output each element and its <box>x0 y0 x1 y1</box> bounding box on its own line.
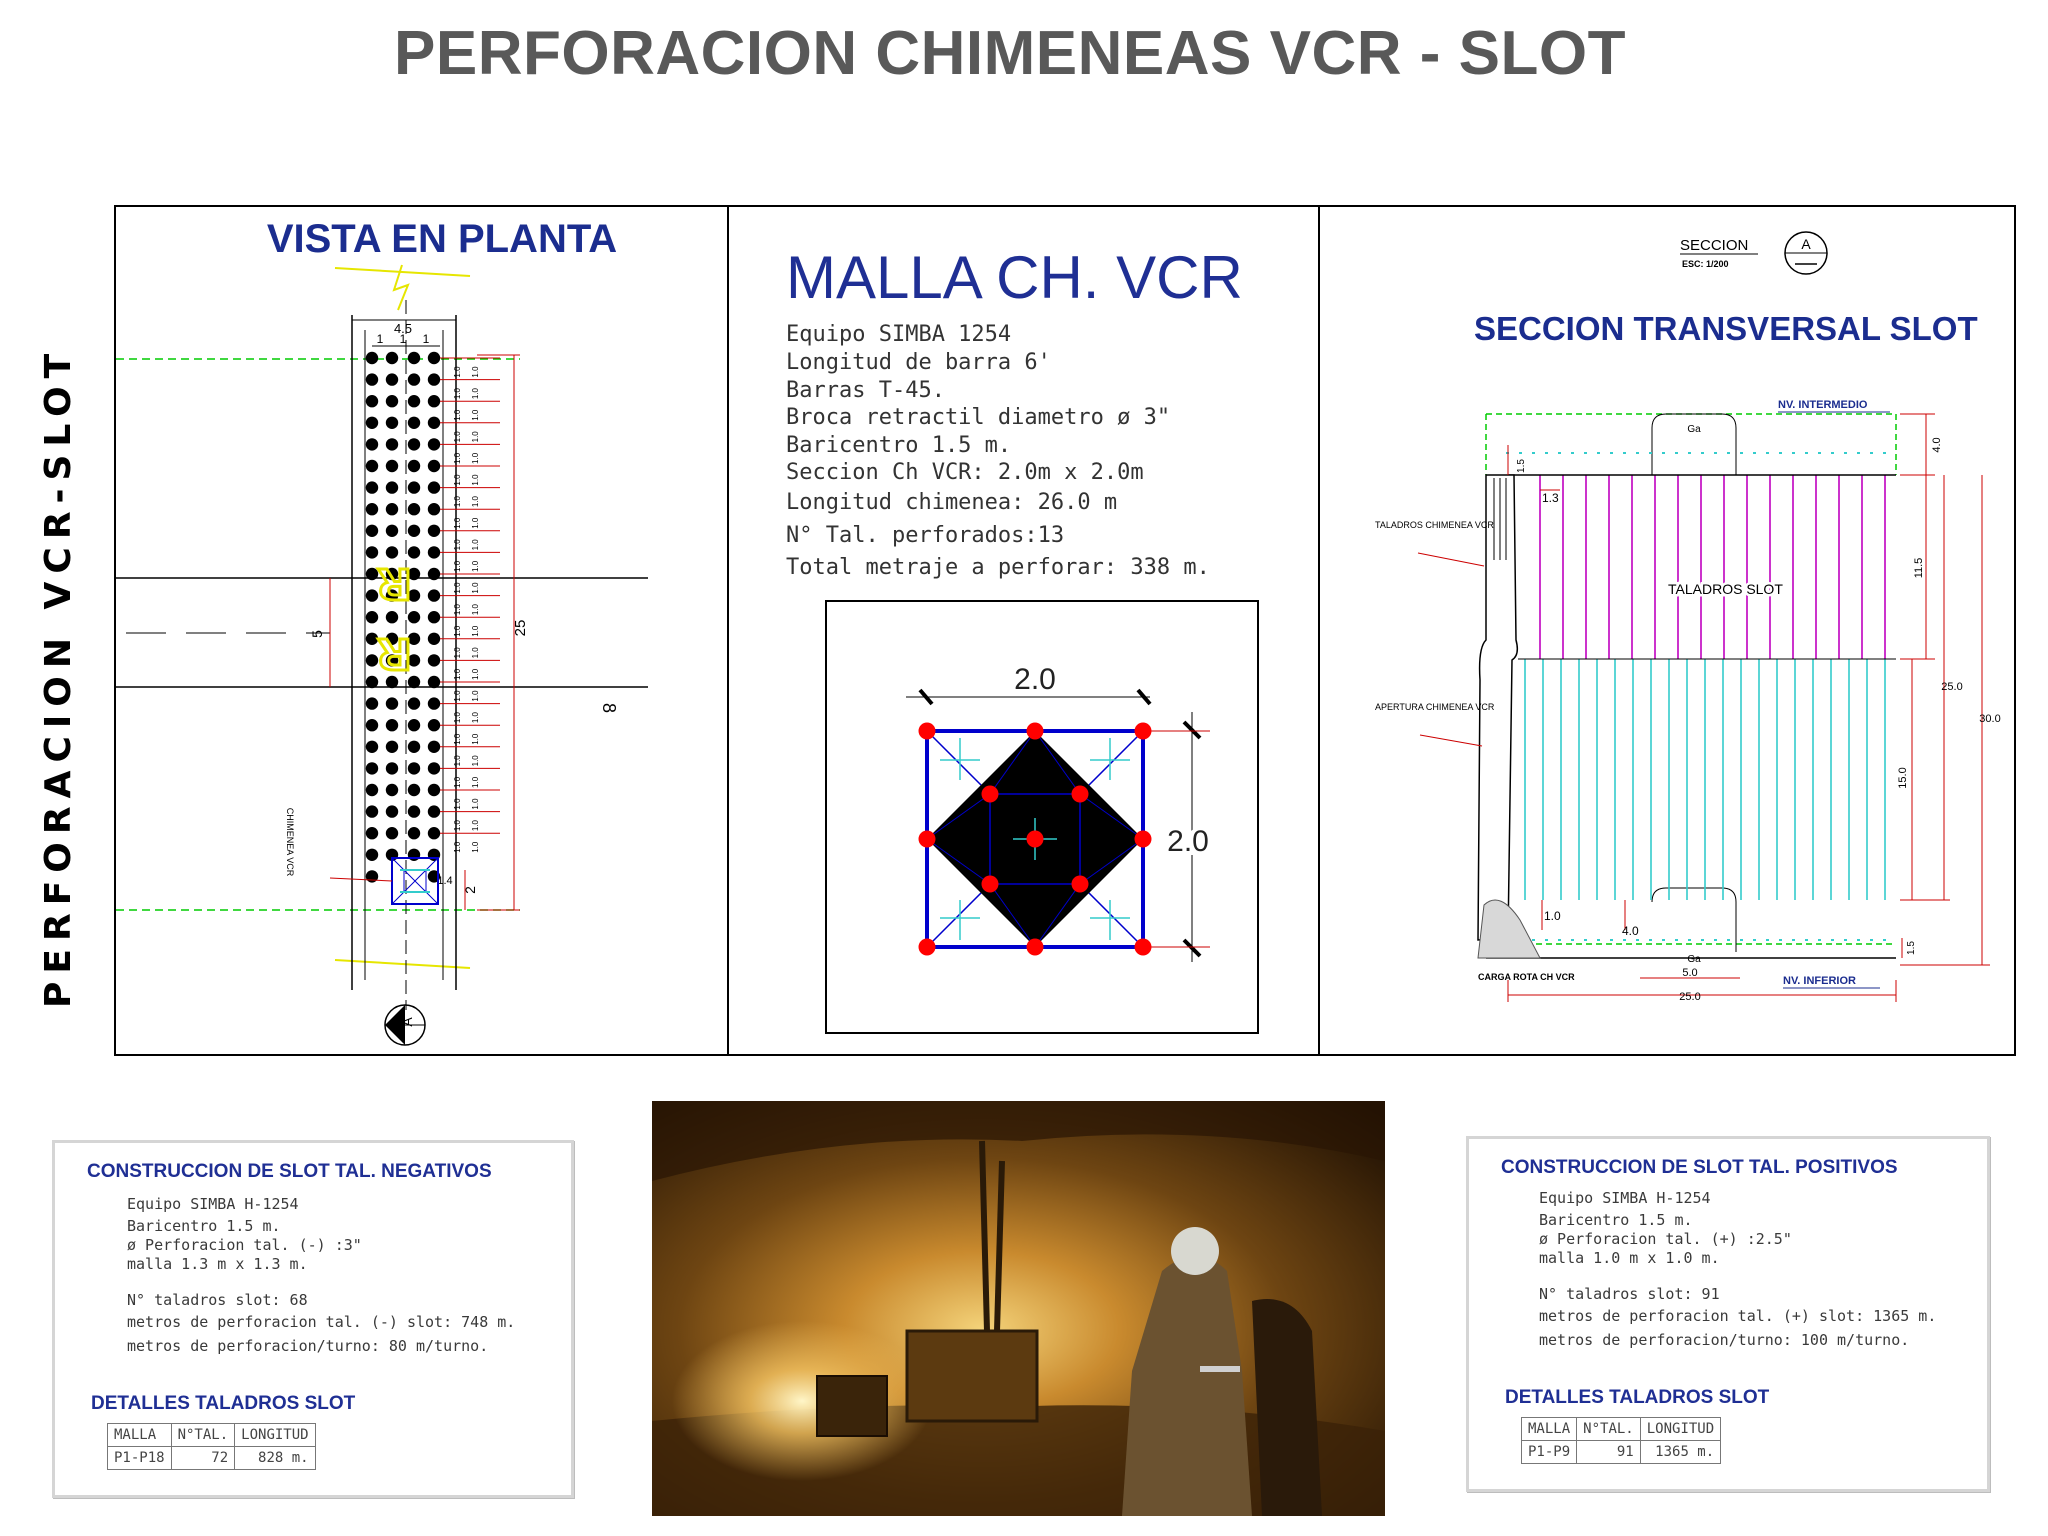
mesh-spec-line: Baricentro 1.5 m. <box>786 433 1012 458</box>
spacing-label: 1.0 <box>453 625 462 637</box>
slot-hole <box>408 849 420 861</box>
spacing-label: 1.0 <box>453 841 462 853</box>
spacing-label: 1.0 <box>453 560 462 572</box>
dim-label: 1.3 <box>1542 491 1559 505</box>
slot-hole <box>408 805 420 817</box>
table-row <box>108 1447 316 1470</box>
spacing-label: 1.0 <box>471 755 480 767</box>
photo-illustration <box>652 1101 1385 1516</box>
mesh-hole <box>1072 876 1089 893</box>
spacing-label: 1.0 <box>453 474 462 486</box>
mesh-hole <box>982 876 999 893</box>
slot-hole <box>366 762 378 774</box>
spacing-label: 1.0 <box>471 625 480 637</box>
mesh-spec-line: Total metraje a perforar: 338 m. <box>786 555 1210 580</box>
spacing-label: 1.0 <box>471 733 480 745</box>
spacing-label: 1.0 <box>453 431 462 443</box>
slot-hole <box>428 633 440 645</box>
slot-hole <box>386 503 398 515</box>
slot-hole <box>428 417 440 429</box>
slot-hole <box>366 654 378 666</box>
label-slot-holes: TALADROS SLOT <box>1668 581 1783 597</box>
dim-label: 1.5 <box>1516 459 1527 473</box>
leader-line <box>1420 735 1482 746</box>
mesh-hole <box>1027 831 1044 848</box>
positive-details-table <box>1521 1417 1721 1464</box>
negative-details-title: DETALLES TALADROS SLOT <box>91 1393 356 1414</box>
slot-hole <box>428 827 440 839</box>
table-cell: 828 m. <box>235 1447 315 1470</box>
chimney-label: CHIMENEA VCR <box>285 807 295 877</box>
page-title: PERFORACION CHIMENEAS VCR - SLOT <box>394 19 1626 88</box>
slot-hole <box>366 589 378 601</box>
slot-hole <box>386 784 398 796</box>
slot-hole <box>408 762 420 774</box>
dim-label: 1 <box>376 332 384 346</box>
mesh-spec-list <box>786 322 1210 580</box>
table-cell: N°TAL. <box>171 1424 235 1447</box>
plan-view-drawing <box>116 207 726 1054</box>
spacing-label: 1.0 <box>471 517 480 529</box>
slot-hole <box>428 589 440 601</box>
table-cell: LONGITUD <box>1640 1418 1720 1441</box>
leader-line <box>330 878 392 881</box>
mesh-hole <box>982 786 999 803</box>
slot-hole <box>386 805 398 817</box>
negative-slot-line: ø Perforacion tal. (-) :3" <box>127 1236 362 1254</box>
slot-hole <box>366 373 378 385</box>
spacing-label: 1.0 <box>471 604 480 616</box>
negative-slot-line: malla 1.3 m x 1.3 m. <box>127 1255 308 1273</box>
slot-hole <box>386 719 398 731</box>
slot-hole <box>428 719 440 731</box>
slot-hole <box>408 373 420 385</box>
dim-gallery-label: 5 <box>309 630 325 638</box>
positive-slot-line: Baricentro 1.5 m. <box>1539 1211 1693 1229</box>
leader-line <box>1418 553 1484 566</box>
level-top-label: NV. INTERMEDIO <box>1778 399 1868 411</box>
slot-hole <box>386 417 398 429</box>
section-marker-label: A <box>399 1017 415 1027</box>
negative-slot-title: CONSTRUCCION DE SLOT TAL. NEGATIVOS <box>87 1161 492 1182</box>
spacing-label: 1.0 <box>453 668 462 680</box>
spacing-label: 1.0 <box>453 820 462 832</box>
mine-tunnel-photo <box>652 1101 1385 1516</box>
slot-hole <box>428 805 440 817</box>
slot-hole <box>428 762 440 774</box>
mesh-spec-line: N° Tal. perforados:13 <box>786 523 1065 548</box>
positive-slot-box <box>1466 1136 1990 1492</box>
slot-hole <box>386 697 398 709</box>
spacing-label: 1.0 <box>453 539 462 551</box>
dim-label: 4.0 <box>1622 924 1639 938</box>
spacing-label: 1.0 <box>453 388 462 400</box>
slot-hole <box>386 395 398 407</box>
spacing-label: 1.0 <box>453 733 462 745</box>
table-cell: LONGITUD <box>235 1424 315 1447</box>
mesh-hole <box>1135 939 1152 956</box>
slot-holes-lower <box>1525 659 1885 900</box>
slot-hole <box>428 438 440 450</box>
negative-slot-line: Baricentro 1.5 m. <box>127 1217 281 1235</box>
mesh-title: MALLA CH. VCR <box>786 244 1243 311</box>
dim-label: 4.5 <box>393 321 413 336</box>
slot-hole <box>428 460 440 472</box>
vcr-mesh-drawing <box>729 207 1318 1054</box>
plan-view-title: VISTA EN PLANTA <box>266 217 618 261</box>
slot-hole <box>366 611 378 623</box>
section-scale: ESC: 1/200 <box>1682 259 1729 269</box>
slot-hole <box>386 762 398 774</box>
slot-hole <box>366 417 378 429</box>
mesh-spec-line: Equipo SIMBA 1254 <box>786 322 1012 347</box>
mesh-hole <box>1027 939 1044 956</box>
section-title: SECCION TRANSVERSAL SLOT <box>1474 310 1978 347</box>
positive-details-title: DETALLES TALADROS SLOT <box>1505 1387 1770 1408</box>
slot-hole <box>366 481 378 493</box>
spacing-label: 1.0 <box>471 539 480 551</box>
dim-label: 25.0 <box>1679 991 1701 1003</box>
spacing-label: 1.0 <box>471 366 480 378</box>
slot-hole <box>366 352 378 364</box>
spacing-label: 1.0 <box>471 474 480 486</box>
dim-label: 1.0 <box>1544 909 1561 923</box>
slot-hole <box>408 352 420 364</box>
slot-hole <box>366 633 378 645</box>
slot-hole <box>428 741 440 753</box>
table-cell: 72 <box>171 1447 235 1470</box>
slot-hole <box>366 525 378 537</box>
table-row <box>1522 1441 1721 1464</box>
spacing-label: 1.0 <box>453 604 462 616</box>
slot-holes-upper <box>1540 475 1885 659</box>
spacing-label: 1.0 <box>453 452 462 464</box>
negative-slot-line: metros de perforacion/turno: 80 m/turno. <box>127 1337 489 1355</box>
spacing-label: 1.0 <box>471 690 480 702</box>
spacing-label: 1.0 <box>453 690 462 702</box>
positive-slot-line: metros de perforacion tal. (+) slot: 1365 m. <box>1539 1307 1937 1325</box>
table-cell: MALLA <box>108 1424 172 1447</box>
spacing-label: 1.0 <box>471 668 480 680</box>
slot-hole <box>386 460 398 472</box>
spacing-label: 1.0 <box>471 452 480 464</box>
spacing-label: 1.0 <box>453 776 462 788</box>
slot-hole <box>428 568 440 580</box>
positive-slot-line: Equipo SIMBA H-1254 <box>1539 1189 1711 1207</box>
table-header-row <box>1522 1418 1721 1441</box>
mesh-hole <box>1027 723 1044 740</box>
mesh-hole <box>919 939 936 956</box>
dim-label: 25.0 <box>1941 681 1963 693</box>
spacing-label: 1.0 <box>453 798 462 810</box>
slot-hole <box>428 373 440 385</box>
slot-hole <box>408 438 420 450</box>
slot-hole <box>386 438 398 450</box>
table-cell: P1-P9 <box>1522 1441 1577 1464</box>
slot-hole <box>366 784 378 796</box>
label-chimney-opening: APERTURA CHIMENEA VCR <box>1375 702 1495 712</box>
slot-hole <box>366 719 378 731</box>
positive-slot-title: CONSTRUCCION DE SLOT TAL. POSITIVOS <box>1501 1157 1898 1178</box>
slot-hole <box>428 546 440 558</box>
mesh-hole <box>1072 786 1089 803</box>
hole-spacing-dims <box>440 358 500 853</box>
negative-slot-line: Equipo SIMBA H-1254 <box>127 1195 299 1213</box>
mesh-dim-height: 2.0 <box>1167 825 1209 858</box>
slot-hole <box>366 546 378 558</box>
table-cell: P1-P18 <box>108 1447 172 1470</box>
slot-hole <box>408 784 420 796</box>
spacing-label: 1.0 <box>453 366 462 378</box>
label-charge: CARGA ROTA CH VCR <box>1478 972 1575 982</box>
dim-label: 15.0 <box>1897 767 1909 789</box>
dim-small-label: 1.4 <box>437 875 453 887</box>
negative-details-table <box>107 1423 316 1470</box>
slot-hole <box>366 438 378 450</box>
slot-hole <box>428 525 440 537</box>
mesh-spec-line: Broca retractil diametro ø 3" <box>786 405 1171 430</box>
negative-slot-line: metros de perforacion tal. (-) slot: 748 m. <box>127 1313 516 1331</box>
rubble <box>1478 900 1540 958</box>
mesh-spec-line: Longitud de barra 6' <box>786 350 1051 375</box>
spacing-label: 1.0 <box>471 776 480 788</box>
spacing-label: 1.0 <box>471 496 480 508</box>
positive-slot-line: malla 1.0 m x 1.0 m. <box>1539 1249 1720 1267</box>
level-bottom-label: NV. INFERIOR <box>1783 975 1856 987</box>
slot-hole <box>428 503 440 515</box>
spacing-label: 1.0 <box>471 582 480 594</box>
slot-hole <box>366 676 378 688</box>
spacing-label: 1.0 <box>453 496 462 508</box>
negative-slot-box <box>52 1140 574 1498</box>
spacing-label: 1.0 <box>471 647 480 659</box>
mesh-hole <box>1135 723 1152 740</box>
dim-label: 5.0 <box>1682 967 1698 979</box>
slot-hole <box>428 611 440 623</box>
dim-label: 1.5 <box>1906 941 1917 955</box>
table-cell: 1365 m. <box>1640 1441 1720 1464</box>
table-cell: N°TAL. <box>1577 1418 1641 1441</box>
slot-hole <box>428 352 440 364</box>
slot-hole <box>386 525 398 537</box>
spacing-label: 1.0 <box>471 409 480 421</box>
label-chimney-holes: TALADROS CHIMENEA VCR <box>1375 520 1494 530</box>
spacing-label: 1.0 <box>471 431 480 443</box>
cross-section-drawing <box>1320 207 2014 1054</box>
dim-label: 11.5 <box>1913 557 1925 579</box>
slot-hole <box>366 568 378 580</box>
slot-hole <box>366 741 378 753</box>
slot-hole <box>366 827 378 839</box>
gallery-label: 8 <box>599 702 619 714</box>
positive-slot-line: N° taladros slot: 91 <box>1539 1285 1720 1303</box>
slot-hole <box>408 741 420 753</box>
spacing-label: 1.0 <box>453 582 462 594</box>
section-marker-label: A <box>1801 236 1811 252</box>
dim-label: 30.0 <box>1979 713 2001 725</box>
slot-hole <box>386 352 398 364</box>
spacing-label: 1.0 <box>471 798 480 810</box>
dim-side-label: 2 <box>462 886 478 894</box>
dim-label: 1 <box>422 332 430 346</box>
slot-hole <box>366 805 378 817</box>
ga-bottom-label: Ga <box>1687 954 1701 965</box>
slot-hole <box>386 741 398 753</box>
section-dim-lines <box>1508 414 1990 1002</box>
dim-label: 4.0 <box>1931 437 1943 453</box>
slot-hole <box>428 654 440 666</box>
spacing-label: 1.0 <box>471 560 480 572</box>
yellow-markup: ᴚ <box>378 548 412 613</box>
slot-hole <box>386 827 398 839</box>
negative-slot-line: N° taladros slot: 68 <box>127 1291 308 1309</box>
slot-hole <box>408 460 420 472</box>
slot-hole <box>428 481 440 493</box>
slot-hole <box>408 481 420 493</box>
slot-hole <box>408 503 420 515</box>
slot-hole <box>428 784 440 796</box>
spacing-label: 1.0 <box>471 388 480 400</box>
yellow-markup: ᴚ <box>378 618 412 683</box>
table-cell: MALLA <box>1522 1418 1577 1441</box>
table-header-row <box>108 1424 316 1447</box>
ga-top-label: Ga <box>1687 424 1701 435</box>
mesh-hole <box>1135 831 1152 848</box>
slot-hole <box>366 460 378 472</box>
slot-hole <box>428 697 440 709</box>
slot-hole <box>386 373 398 385</box>
slot-hole <box>366 697 378 709</box>
dim-total-label: 25 <box>512 619 529 637</box>
slot-hole <box>408 525 420 537</box>
mesh-spec-line: Seccion Ch VCR: 2.0m x 2.0m <box>786 460 1144 485</box>
section-label: SECCION <box>1680 237 1749 254</box>
side-title: PERFORACION VCR-SLOT <box>38 345 79 1008</box>
dim-label: 1 <box>399 332 407 346</box>
table-cell: 91 <box>1577 1441 1641 1464</box>
spacing-label: 1.0 <box>453 712 462 724</box>
mesh-hole <box>919 723 936 740</box>
slot-hole <box>366 503 378 515</box>
slot-hole <box>408 697 420 709</box>
spacing-label: 1.0 <box>453 755 462 767</box>
slot-hole <box>408 827 420 839</box>
spacing-label: 1.0 <box>471 820 480 832</box>
spacing-label: 1.0 <box>453 409 462 421</box>
positive-slot-line: ø Perforacion tal. (+) :2.5" <box>1539 1230 1792 1248</box>
positive-slot-line: metros de perforacion/turno: 100 m/turno. <box>1539 1331 1910 1349</box>
slot-hole <box>428 676 440 688</box>
slot-hole <box>408 417 420 429</box>
slot-hole <box>408 395 420 407</box>
mesh-spec-line: Longitud chimenea: 26.0 m <box>786 490 1118 515</box>
mesh-spec-line: Barras T-45. <box>786 378 945 403</box>
slot-hole <box>366 849 378 861</box>
spacing-label: 1.0 <box>453 517 462 529</box>
mesh-dim-width: 2.0 <box>1014 663 1056 696</box>
mesh-hole <box>919 831 936 848</box>
slot-hole <box>366 395 378 407</box>
spacing-label: 1.0 <box>453 647 462 659</box>
spacing-label: 1.0 <box>471 841 480 853</box>
slot-hole <box>408 719 420 731</box>
slot-hole <box>386 481 398 493</box>
slot-hole <box>428 395 440 407</box>
spacing-label: 1.0 <box>471 712 480 724</box>
